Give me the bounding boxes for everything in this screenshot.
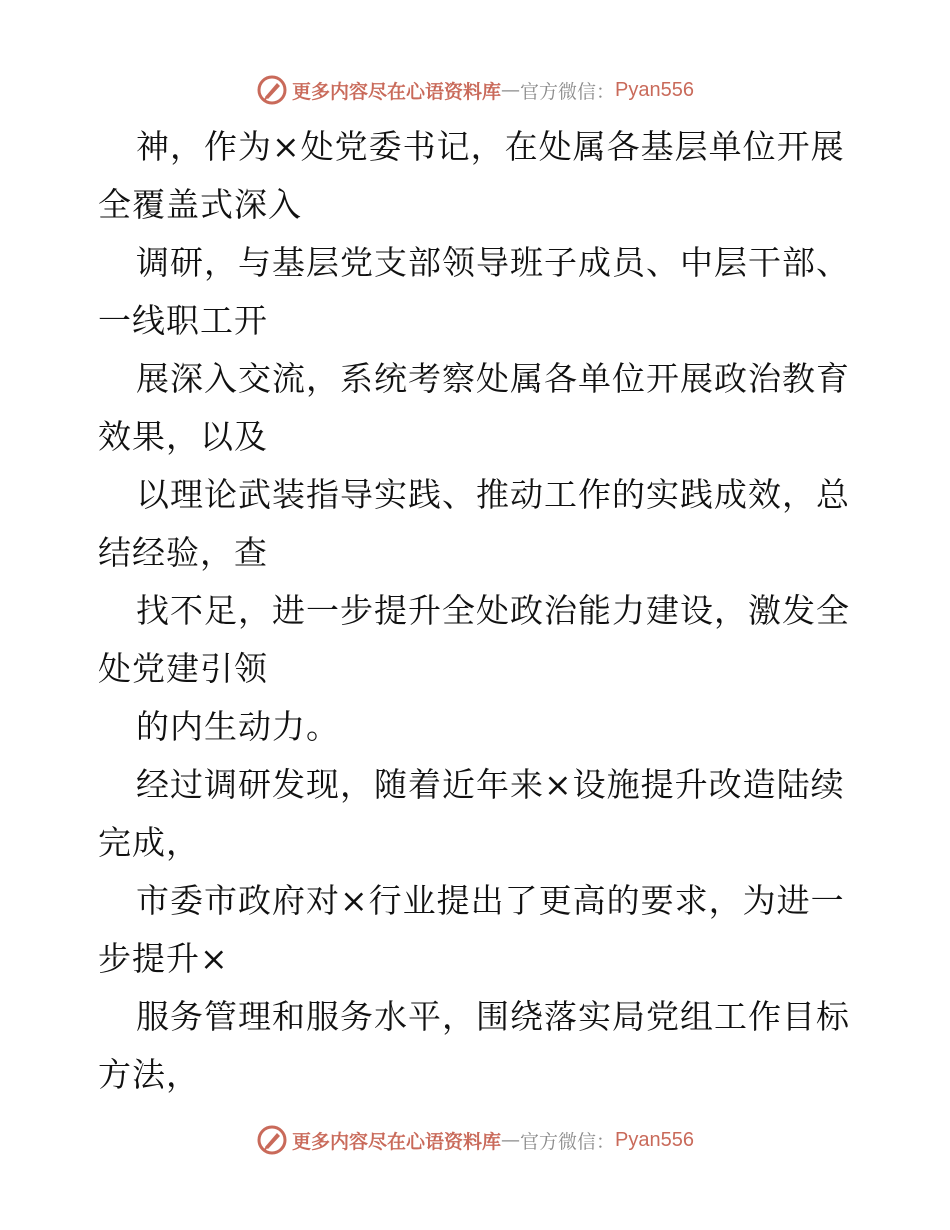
watermark-label: 官方微信： [520,80,616,103]
watermark-brand: 更多内容尽在心语资料库 [292,80,502,103]
text-line: 步提升× [98,939,229,978]
text-line: 服务管理和服务水平，围绕落实局党组工作目标 [136,997,850,1036]
text-line: 市委市政府对×行业提出了更高的要求，为进一 [136,881,845,920]
text-line: 全覆盖式深入 [98,185,302,224]
text-line: 神，作为×处党委书记，在处属各基层单位开展 [136,127,845,166]
text-line: 方法， [98,1055,200,1094]
text-line: 处党建引领 [98,649,268,688]
header-watermark [0,72,950,108]
text-line: 以理论武装指导实践、推动工作的实践成效，总 [136,475,850,514]
watermark-dash: — [501,1129,521,1151]
footer-watermark [0,1122,950,1158]
watermark-brand: 更多内容尽在心语资料库 [292,1130,502,1153]
watermark-id: Pyan556 [615,1128,694,1151]
text-line: 完成， [98,823,200,862]
text-line: 经过调研发现，随着近年来×设施提升改造陆续 [136,765,845,804]
text-line: 展深入交流，系统考察处属各单位开展政治教育 [136,359,850,398]
document-body [98,118,858,1104]
text-line: 的内生动力。 [136,707,340,746]
text-line: 结经验，查 [98,533,268,572]
watermark-label: 官方微信： [520,1130,616,1153]
text-line: 调研，与基层党支部领导班子成员、中层干部、 [136,243,850,282]
quill-logo-icon [256,74,288,106]
quill-logo-icon [256,1124,288,1156]
watermark-id: Pyan556 [615,78,694,101]
text-line: 效果，以及 [98,417,268,456]
text-line: 一线职工开 [98,301,268,340]
text-line: 找不足，进一步提升全处政治能力建设，激发全 [136,591,850,630]
watermark-dash: — [501,79,521,101]
